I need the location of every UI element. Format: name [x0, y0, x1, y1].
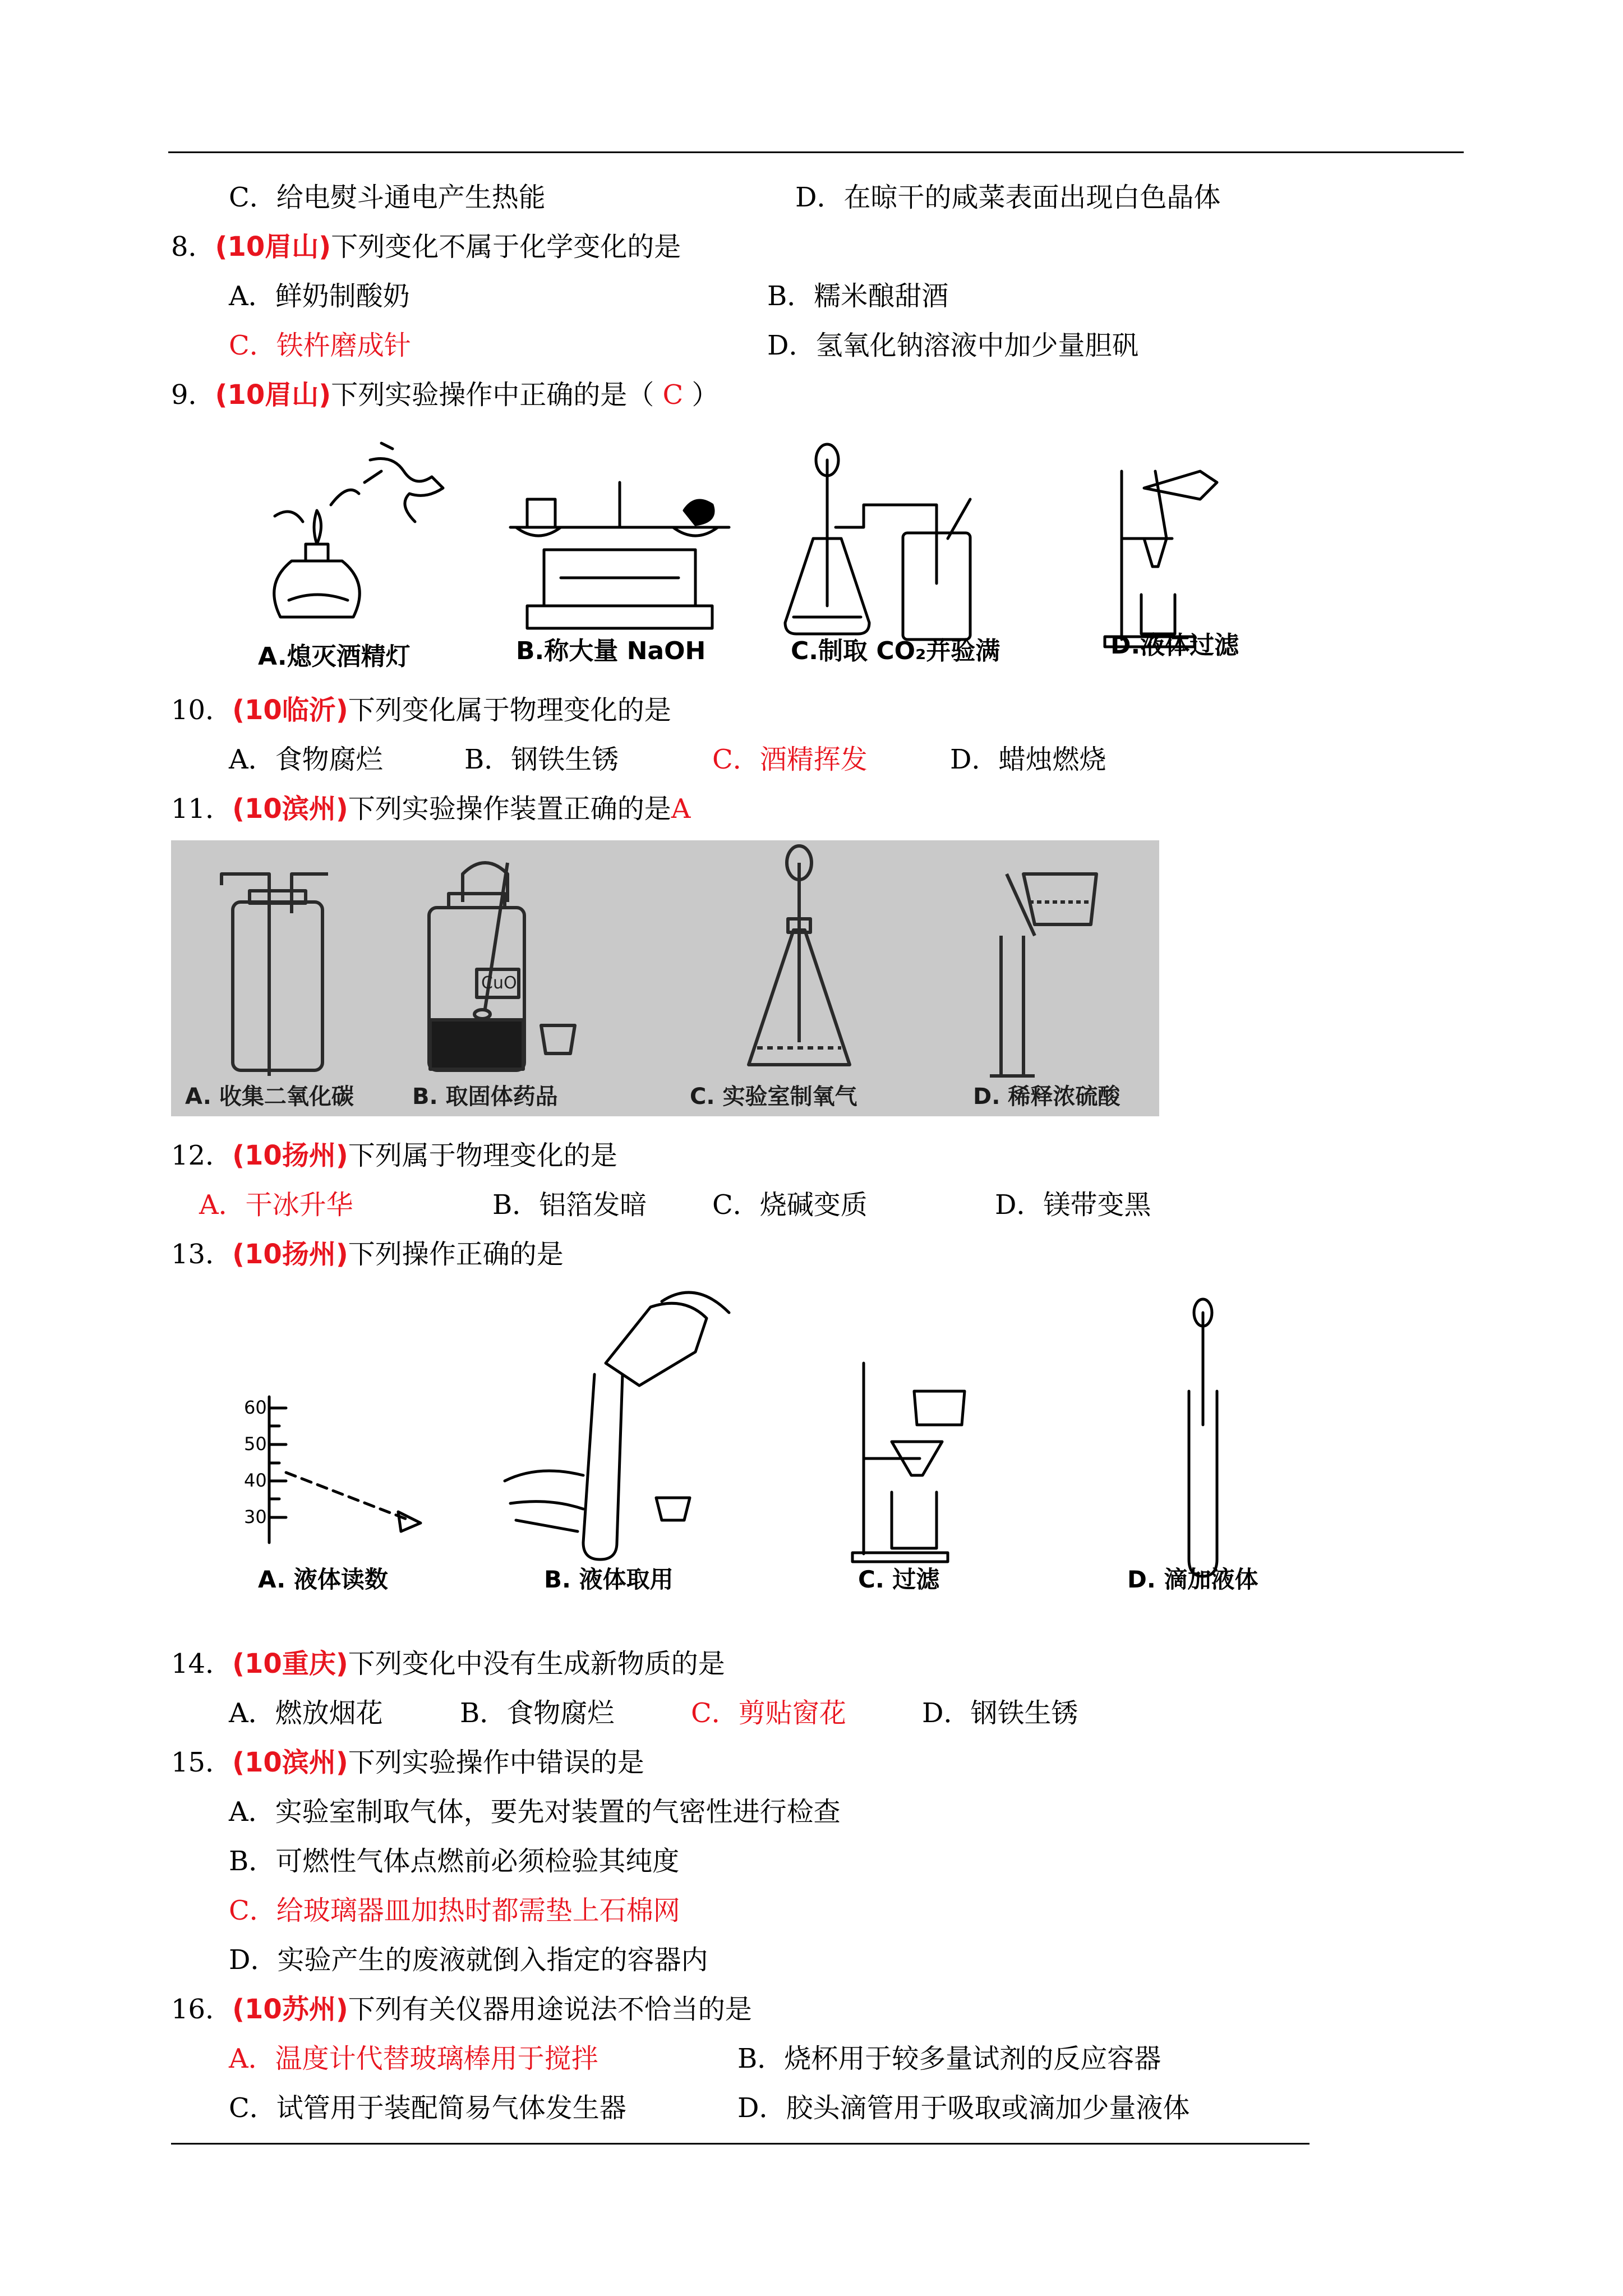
q15-option-a: A．实验室制取气体，要先对装置的气密性进行检查 — [229, 1796, 841, 1828]
q9-answer: C — [662, 379, 684, 411]
co2-apparatus-illustration — [785, 444, 970, 639]
cylinder-scale — [244, 1397, 267, 1527]
q16-source: (10苏州) — [232, 1994, 348, 2025]
q7-option-c: C．给电熨斗通电产生热能 — [229, 182, 546, 213]
q16-option-a: A．温度计代替玻璃棒用于搅拌 — [229, 2043, 598, 2074]
q11-number: 11． — [171, 793, 233, 825]
q12-option-b: B．铝箔发暗 — [492, 1189, 647, 1221]
q10-number: 10． — [171, 694, 233, 726]
q13-figure — [244, 1296, 1301, 1599]
q15-source: (10滨州) — [232, 1747, 348, 1778]
q15-option-c: C．给玻璃器皿加热时都需垫上石棉网 — [229, 1895, 680, 1926]
q8-option-d: D．氢氧化钠溶液中加少量胆矾 — [767, 330, 1139, 361]
scale-50: 50 — [244, 1433, 267, 1455]
q8-option-c: C．铁杵磨成针 — [229, 330, 411, 361]
q14-number: 14． — [171, 1648, 233, 1680]
filtration-illustration — [1105, 471, 1217, 647]
q9-stem: 下列实验操作中正确的是（ — [331, 379, 654, 411]
q9-caption-c: C.制取 CO₂并验满 — [791, 637, 1000, 665]
q9-stem-line — [171, 378, 719, 412]
q9-figure — [247, 438, 1267, 673]
q10-stem-line — [171, 693, 671, 727]
q9-number: 9． — [171, 379, 215, 411]
q13-stem: 下列操作正确的是 — [348, 1239, 564, 1270]
dropper-illustration — [1189, 1299, 1217, 1576]
q13-caption-b: B. 液体取用 — [544, 1566, 674, 1593]
q13-caption-c: C. 过滤 — [858, 1566, 940, 1593]
q14-option-b: B．食物腐烂 — [460, 1697, 615, 1729]
q11-caption-c: C. 实验室制氧气 — [690, 1084, 857, 1110]
q11-stem: 下列实验操作装置正确的是 — [348, 793, 671, 825]
q12-number: 12． — [171, 1140, 233, 1171]
q15-option-d: D．实验产生的废液就倒入指定的容器内 — [229, 1944, 708, 1976]
cuo-label: CuO — [481, 973, 517, 993]
q9-caption-b: B.称大量 NaOH — [516, 637, 706, 665]
q12-option-c: C．烧碱变质 — [712, 1189, 868, 1221]
q11-figure — [171, 840, 1159, 1116]
q10-source: (10临沂) — [232, 694, 348, 726]
q11-answer: A — [671, 793, 691, 825]
q14-option-a: A．燃放烟花 — [229, 1697, 383, 1729]
filtration-c-illustration — [852, 1363, 965, 1562]
q14-stem-line — [171, 1647, 725, 1681]
q16-option-d: D．胶头滴管用于吸取或滴加少量液体 — [737, 2092, 1190, 2124]
q9-close: ） — [691, 379, 719, 411]
q14-stem: 下列变化中没有生成新物质的是 — [348, 1648, 725, 1680]
q10-option-b: B．钢铁生锈 — [464, 744, 619, 775]
q9-caption-a: A.熄灭酒精灯 — [258, 642, 411, 671]
q14-option-d: D．钢铁生锈 — [922, 1697, 1078, 1729]
alcohol-lamp-illustration — [274, 443, 443, 617]
q15-stem: 下列实验操作中错误的是 — [348, 1747, 644, 1778]
q8-stem: 下列变化不属于化学变化的是 — [331, 231, 681, 263]
cylinder-reading-illustration — [269, 1397, 421, 1543]
q15-stem-line — [171, 1746, 644, 1779]
q11-source: (10滨州) — [232, 793, 348, 825]
q11-caption-d: D. 稀释浓硫酸 — [973, 1084, 1121, 1110]
q8-option-a: A．鲜奶制酸奶 — [229, 280, 410, 312]
scale-60: 60 — [244, 1397, 267, 1418]
q12-option-a: A．干冰升华 — [199, 1189, 353, 1221]
q8-source: (10眉山) — [215, 231, 331, 263]
q13-number: 13． — [171, 1239, 233, 1270]
q16-stem-line — [171, 1993, 752, 2026]
q16-option-b: B．烧杯用于较多量试剂的反应容器 — [737, 2043, 1161, 2074]
footer-rule — [171, 2143, 1310, 2145]
q12-stem: 下列属于物理变化的是 — [348, 1140, 617, 1171]
q8-stem-line — [171, 230, 681, 264]
q14-source: (10重庆) — [232, 1648, 348, 1680]
q11-caption-b: B. 取固体药品 — [412, 1084, 558, 1110]
q12-option-d: D．镁带变黑 — [995, 1189, 1151, 1221]
q13-caption-a: A. 液体读数 — [258, 1566, 388, 1593]
q9-caption-d: D.液体过滤 — [1110, 631, 1239, 660]
pour-liquid-illustration — [505, 1292, 729, 1559]
q13-caption-d: D. 滴加液体 — [1127, 1566, 1258, 1593]
q7-option-d: D．在晾干的咸菜表面出现白色晶体 — [795, 182, 1221, 213]
q10-stem: 下列变化属于物理变化的是 — [348, 694, 671, 726]
q16-option-c: C．试管用于装配简易气体发生器 — [229, 2092, 626, 2124]
scale-40: 40 — [244, 1470, 267, 1491]
q13-source: (10扬州) — [232, 1239, 348, 1270]
q15-option-b: B．可燃性气体点燃前必须检验其纯度 — [229, 1846, 680, 1877]
q10-option-a: A．食物腐烂 — [229, 744, 383, 775]
q11-caption-a: A. 收集二氧化碳 — [185, 1084, 354, 1110]
balance-illustration — [510, 482, 729, 628]
q14-option-c: C．剪贴窗花 — [691, 1697, 846, 1729]
q11-stem-line — [171, 792, 690, 826]
q12-stem-line — [171, 1139, 617, 1172]
q16-number: 16． — [171, 1994, 233, 2025]
q16-stem: 下列有关仪器用途说法不恰当的是 — [348, 1994, 752, 2025]
q8-option-b: B．糯米酿甜酒 — [767, 280, 949, 312]
q12-source: (10扬州) — [232, 1140, 348, 1171]
q9-source: (10眉山) — [215, 379, 331, 411]
q13-stem-line — [171, 1237, 564, 1271]
q15-number: 15． — [171, 1747, 233, 1778]
header-rule — [168, 151, 1464, 153]
scale-30: 30 — [244, 1506, 267, 1527]
q10-option-d: D．蜡烛燃烧 — [950, 744, 1106, 775]
q8-number: 8． — [171, 231, 215, 263]
q10-option-c: C．酒精挥发 — [712, 744, 868, 775]
